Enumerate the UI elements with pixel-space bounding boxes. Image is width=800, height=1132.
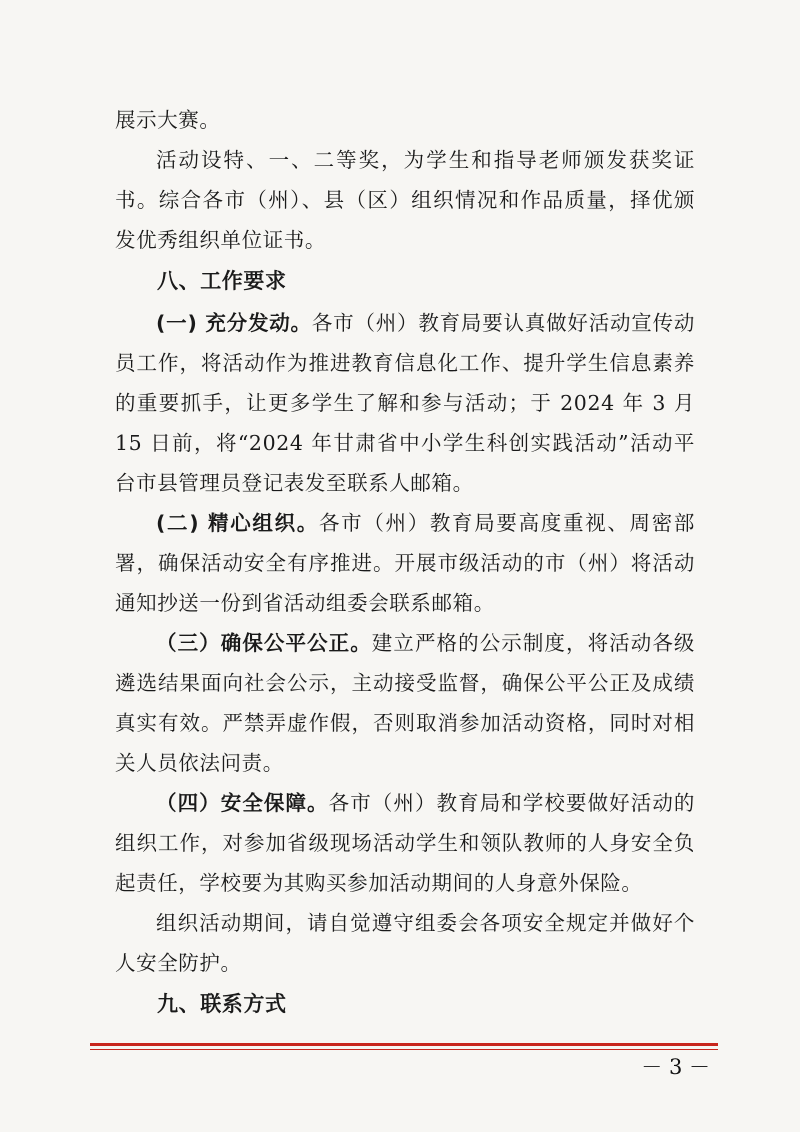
paragraph-item-2 — [115, 503, 695, 623]
item-3-text: 建立严格的公示制度，将活动各级遴选结果面向社会公示，主动接受监督，确保公平公正及成绩真实有效。严禁弄虚作假，否则取消参加活动资格，同时对相关人员依法问责。 — [115, 631, 696, 775]
paragraph-item-1 — [115, 303, 695, 503]
item-4-text: 各市（州）教育局和学校要做好活动的组织工作，对参加省级现场活动学生和领队教师的人身安全负起责任，学校要为其购买参加活动期间的人身意外保险。 — [115, 791, 695, 895]
footer-rule-thick — [90, 1043, 718, 1046]
paragraph-item-3 — [115, 623, 695, 783]
paragraph-awards: 活动设特、一、二等奖，为学生和指导老师颁发获奖证书。综合各市（州）、县（区）组织情况和作品质量，择优颁发优秀组织单位证书。 — [115, 148, 695, 252]
paragraph-item-4 — [115, 783, 695, 903]
paragraph-continuation: 展示大赛。 — [115, 108, 221, 132]
item-3-lead: （三）确保公平公正。 — [156, 631, 372, 655]
page-number: － 3 － — [641, 1055, 710, 1079]
section-heading-work-requirements: 八、工作要求 — [157, 269, 287, 293]
section-heading-contact: 九、联系方式 — [157, 992, 287, 1016]
item-2-text: 各市（州）教育局要高度重视、周密部署，确保活动安全有序推进。开展市级活动的市（州）将活动通知抄送一份到省活动组委会联系邮箱。 — [115, 511, 695, 615]
paragraph-safety-note: 组织活动期间，请自觉遵守组委会各项安全规定并做好个人安全防护。 — [115, 911, 695, 975]
footer-rule-thin — [90, 1049, 718, 1050]
item-1-lead: (一) 充分发动。 — [156, 311, 312, 335]
item-1-text: 各市（州）教育局要认真做好活动宣传动员工作，将活动作为推进教育信息化工作、提升学生信息素养的重要抓手，让更多学生了解和参与活动；于 2024 年 3 月 15 日前，将“2024 年甘肃省中小学生科创实践活动”活动平台市县管理员登记表发至联系人邮箱。 — [115, 311, 695, 495]
item-2-lead: (二) 精心组织。 — [156, 511, 319, 535]
document-body — [115, 100, 695, 1026]
item-4-lead: （四）安全保障。 — [156, 791, 329, 815]
